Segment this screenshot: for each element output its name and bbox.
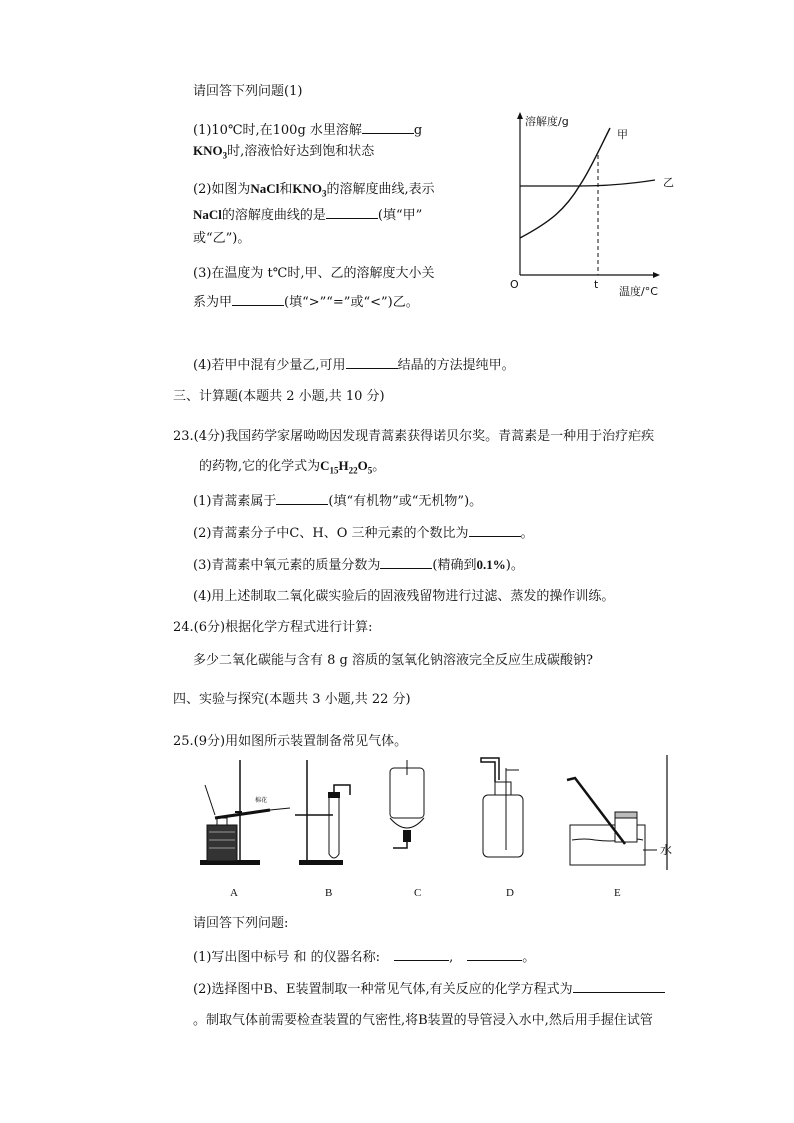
q24-body: 多少二氧化碳能与含有 8 g 溶质的氢氧化钠溶液完全反应生成碳酸钠?: [193, 653, 593, 668]
y-axis-label: 溶解度/g: [525, 115, 569, 128]
origin-label: O: [510, 278, 519, 291]
q22-sub1-line2: $KNO_3$时,溶液恰好达到饱和状态: [193, 143, 375, 161]
apparatus-label-e: E: [614, 887, 621, 899]
q23-sub4: (4)用上述制取二氧化碳实验后的固液残留物进行过滤、蒸发的操作训练。: [193, 589, 615, 604]
q22-sub4: (4)若甲中混有少量乙,可用 结晶的方法提纯甲。: [193, 355, 515, 375]
legend-jia: 甲: [617, 128, 628, 141]
solubility-chart: [505, 110, 685, 300]
answer-blank[interactable]: [467, 947, 522, 961]
q23-stem2: 的药物,它的化学式为$C_{15}H_{22}O_5$。: [199, 458, 386, 476]
q23-sub3: (3)青蒿素中氧元素的质量分数为 (精确到0.1%)。: [193, 557, 524, 573]
x-axis-arrow: [653, 272, 660, 278]
answer-blank[interactable]: [573, 979, 665, 993]
q22-sub3-line1: (3)在温度为 t℃时,甲、乙的溶解度大小关: [193, 266, 435, 281]
answer-blank[interactable]: [394, 947, 449, 961]
answer-blank[interactable]: [380, 555, 432, 569]
water-label: 水: [660, 843, 673, 857]
apparatus-label-a: A: [230, 887, 238, 899]
apparatus-figure: [195, 750, 685, 875]
series-yi-curve: [520, 180, 655, 186]
apparatus-label-b: B: [325, 887, 333, 899]
q23-stem: 23.(4分)我国药学家屠呦呦因发现青蒿素获得诺贝尔奖。青蒿素是一种用于治疗疟疾: [173, 429, 655, 444]
answer-blank[interactable]: [276, 491, 328, 505]
section4-heading: 四、实验与探究(本题共 3 小题,共 22 分): [173, 692, 411, 707]
apparatus-a: [200, 760, 290, 865]
q23-sub2: (2)青蒿素分子中C、H、O 三种元素的个数比为 。: [193, 523, 534, 543]
apparatus-e: [567, 755, 667, 870]
q22-sub2-line3: 或“乙”)。: [193, 231, 251, 246]
q25-ask: 请回答下列问题:: [193, 916, 289, 931]
apparatus-label-c: C: [414, 887, 422, 899]
q22-sub1-line1: (1)10℃时,在100g 水里溶解 g: [193, 120, 422, 140]
section3-heading: 三、计算题(本题共 2 小题,共 10 分): [173, 389, 385, 404]
series-jia-curve: [520, 128, 610, 238]
q22-sub3-line2: 系为甲 (填“>”“=”或“<”)乙。: [193, 292, 419, 312]
q22-intro: 请回答下列问题(1): [193, 84, 303, 99]
q25-stem: 25.(9分)用如图所示装置制备常见气体。: [173, 734, 408, 749]
q22-sub2-line1: (2)如图为NaCl和$KNO_3$的溶解度曲线,表示: [193, 181, 435, 199]
q23-sub1: (1)青蒿素属于 (填“有机物”或“无机物”)。: [193, 491, 482, 511]
answer-blank[interactable]: [362, 120, 414, 134]
t-tick-label: t: [594, 278, 599, 291]
svg-text:棉花: 棉花: [255, 797, 268, 804]
answer-blank[interactable]: [232, 292, 284, 306]
answer-blank[interactable]: [326, 205, 378, 219]
answer-blank[interactable]: [346, 355, 398, 369]
y-axis-arrow: [517, 112, 523, 119]
q22-sub2-line2: NaCl的溶解度曲线的是 (填“甲”: [193, 207, 423, 223]
apparatus-b: [295, 760, 350, 865]
apparatus-label-d: D: [506, 887, 514, 899]
apparatus-c: [390, 760, 424, 848]
q25-sub1: (1)写出图中标号 和 的仪器名称: , 。: [193, 947, 535, 967]
legend-yi: 乙: [663, 176, 674, 189]
q25-sub2: (2)选择图中B、E装置制取一种常见气体,有关反应的化学方程式为: [193, 979, 665, 999]
q24-stem: 24.(6分)根据化学方程式进行计算:: [173, 620, 373, 635]
x-axis-label: 温度/°C: [619, 285, 658, 298]
apparatus-d: [481, 758, 523, 857]
answer-blank[interactable]: [469, 523, 521, 537]
q25-sub2-cont: 。制取气体前需要检查装置的气密性,将B装置的导管浸入水中,然后用手握住试管: [193, 1013, 653, 1028]
